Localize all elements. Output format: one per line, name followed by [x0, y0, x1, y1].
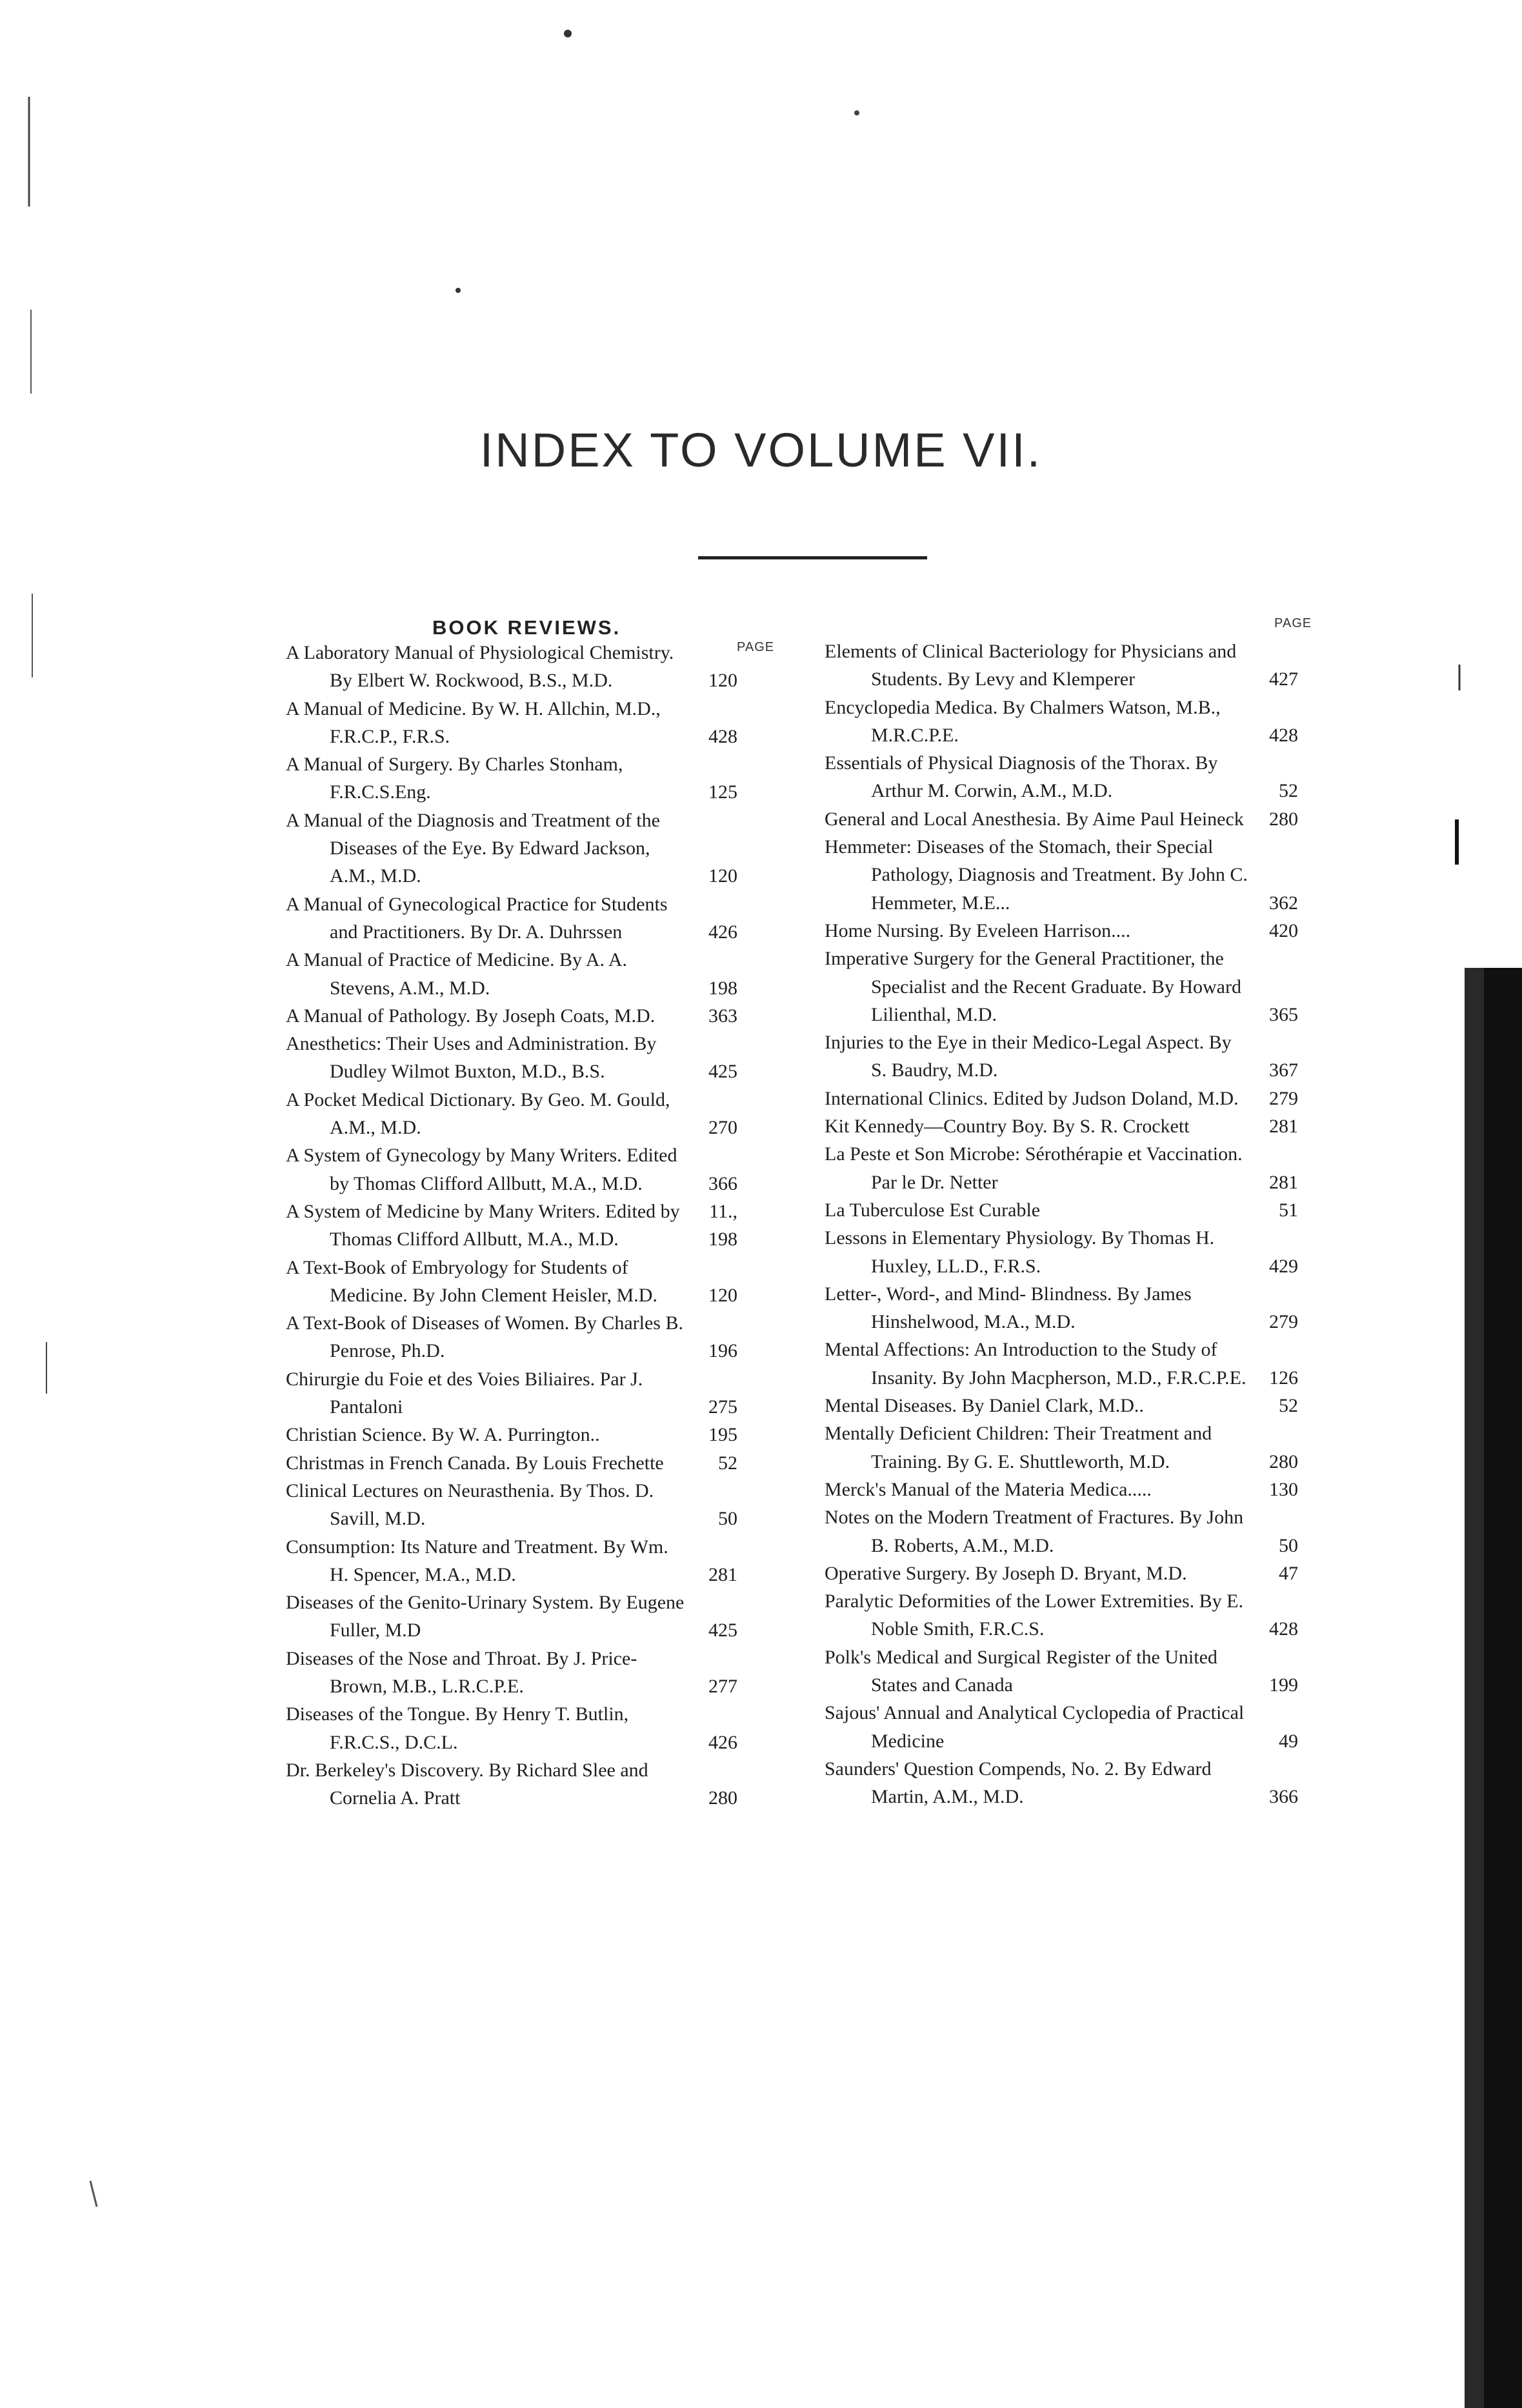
- left-page-header: PAGE: [737, 640, 775, 654]
- list-item: Operative Surgery. By Joseph D. Bryant, M.D. 47: [825, 1562, 1298, 1584]
- list-item: Consumption: Its Nature and Treatment. By Wm. H. Spencer, M.A., M.D. 281: [286, 1536, 737, 1585]
- list-item: A System of Medicine by Many Writers. Edited by Thomas Clifford Allbutt, M.A., M.D. 11., 198: [286, 1200, 737, 1250]
- list-item: A Manual of the Diagnosis and Treatment of the Diseases of the Eye. By Edward Jackson, A.M., M.D. 120: [286, 809, 737, 887]
- list-item: Diseases of the Tongue. By Henry T. Butlin, F.R.C.S., D.C.L. 426: [286, 1703, 737, 1753]
- list-item: Clinical Lectures on Neurasthenia. By Thos. D. Savill, M.D. 50: [286, 1480, 737, 1530]
- list-item: La Tuberculose Est Curable 51: [825, 1199, 1298, 1221]
- list-item: A Manual of Practice of Medicine. By A. A. Stevens, A.M., M.D. 198: [286, 949, 737, 999]
- list-item: A Text-Book of Diseases of Women. By Charles B. Penrose, Ph.D. 196: [286, 1312, 737, 1362]
- right-page-header: PAGE: [1274, 616, 1312, 630]
- list-item: International Clinics. Edited by Judson Doland, M.D. 279: [825, 1087, 1298, 1109]
- list-item: Hemmeter: Diseases of the Stomach, their Special Pathology, Diagnosis and Treatment. By John C. Hemmeter, M.E... 362: [825, 836, 1298, 914]
- list-item: A Text-Book of Embryology for Students of Medicine. By John Clement Heisler, M.D. 120: [286, 1256, 737, 1306]
- list-item: A Manual of Medicine. By W. H. Allchin, M.D., F.R.C.P., F.R.S. 428: [286, 697, 737, 747]
- list-item: Saunders' Question Compends, No. 2. By Edward Martin, A.M., M.D. 366: [825, 1758, 1298, 1808]
- left-column: [286, 639, 737, 1812]
- list-item: Mental Affections: An Introduction to the Study of Insanity. By John Macpherson, M.D., F.R.C.P.E. 126: [825, 1339, 1298, 1389]
- list-item: Mental Diseases. By Daniel Clark, M.D.. 52: [825, 1395, 1298, 1417]
- list-item: A Manual of Pathology. By Joseph Coats, M.D. 363: [286, 1005, 737, 1027]
- list-item: Mentally Deficient Children: Their Treatment and Training. By G. E. Shuttleworth, M.D. 280: [825, 1423, 1298, 1472]
- list-item: Letter-, Word-, and Mind- Blindness. By James Hinshelwood, M.A., M.D. 279: [825, 1283, 1298, 1333]
- list-item: Diseases of the Genito-Urinary System. By Eugene Fuller, M.D 425: [286, 1592, 737, 1641]
- page-title: INDEX TO VOLUME VII.: [479, 423, 1043, 477]
- list-item: Anesthetics: Their Uses and Administration. By Dudley Wilmot Buxton, M.D., B.S. 425: [286, 1033, 737, 1083]
- list-item: Kit Kennedy—Country Boy. By S. R. Crockett 281: [825, 1116, 1298, 1138]
- list-item: Polk's Medical and Surgical Register of the United States and Canada 199: [825, 1646, 1298, 1696]
- list-item: Injuries to the Eye in their Medico-Legal Aspect. By S. Baudry, M.D. 367: [825, 1032, 1298, 1081]
- right-column: [825, 637, 1298, 1811]
- title-rule: [698, 556, 927, 559]
- list-item: Encyclopedia Medica. By Chalmers Watson, M.B., M.R.C.P.E. 428: [825, 696, 1298, 746]
- list-item: Christian Science. By W. A. Purrington.. 195: [286, 1424, 737, 1446]
- list-item: Imperative Surgery for the General Practitioner, the Specialist and the Recent Graduate. By Howard Lilienthal, M.D. 365: [825, 948, 1298, 1025]
- list-item: Essentials of Physical Diagnosis of the Thorax. By Arthur M. Corwin, A.M., M.D. 52: [825, 752, 1298, 802]
- list-item: Merck's Manual of the Materia Medica..... 130: [825, 1478, 1298, 1500]
- list-item: A Laboratory Manual of Physiological Chemistry. By Elbert W. Rockwood, B.S., M.D. 120: [286, 642, 737, 692]
- section-heading: BOOK REVIEWS.: [432, 616, 621, 639]
- list-item: Lessons in Elementary Physiology. By Thomas H. Huxley, LL.D., F.R.S. 429: [825, 1227, 1298, 1277]
- list-item: A Manual of Surgery. By Charles Stonham, F.R.C.S.Eng. 125: [286, 754, 737, 803]
- list-item: Chirurgie du Foie et des Voies Biliaires. Par J. Pantaloni 275: [286, 1368, 737, 1418]
- list-item: Elements of Clinical Bacteriology for Physicians and Students. By Levy and Klemperer 427: [825, 641, 1298, 690]
- list-item: La Peste et Son Microbe: Sérothérapie et Vaccination. Par le Dr. Netter 281: [825, 1143, 1298, 1193]
- list-item: Diseases of the Nose and Throat. By J. Price-Brown, M.B., L.R.C.P.E. 277: [286, 1647, 737, 1697]
- list-item: Dr. Berkeley's Discovery. By Richard Slee and Cornelia A. Pratt 280: [286, 1759, 737, 1809]
- list-item: A Pocket Medical Dictionary. By Geo. M. Gould, A.M., M.D. 270: [286, 1089, 737, 1139]
- list-item: Notes on the Modern Treatment of Fractures. By John B. Roberts, A.M., M.D. 50: [825, 1507, 1298, 1556]
- list-item: Home Nursing. By Eveleen Harrison.... 420: [825, 919, 1298, 941]
- list-item: A Manual of Gynecological Practice for Students and Practitioners. By Dr. A. Duhrssen 426: [286, 893, 737, 943]
- list-item: Christmas in French Canada. By Louis Frechette 52: [286, 1452, 737, 1474]
- list-item: A System of Gynecology by Many Writers. Edited by Thomas Clifford Allbutt, M.A., M.D. 366: [286, 1145, 737, 1194]
- list-item: General and Local Anesthesia. By Aime Paul Heineck 280: [825, 808, 1298, 830]
- list-item: Paralytic Deformities of the Lower Extremities. By E. Noble Smith, F.R.C.S. 428: [825, 1590, 1298, 1640]
- list-item: Sajous' Annual and Analytical Cyclopedia of Practical Medicine 49: [825, 1702, 1298, 1752]
